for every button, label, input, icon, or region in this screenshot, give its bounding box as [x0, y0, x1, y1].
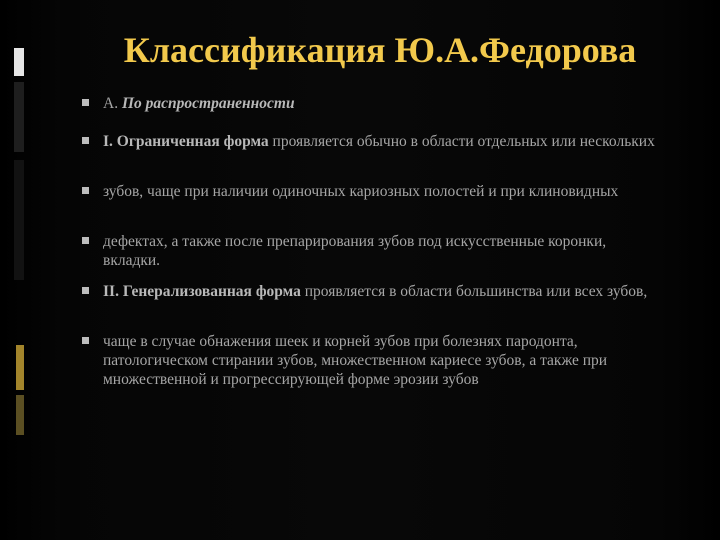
bullet-strong: I. Ограниченная форма [103, 133, 269, 150]
decor-bar-gray [14, 160, 24, 280]
bullet-emphasis: По распространенности [121, 95, 295, 112]
bullet-text [103, 332, 661, 389]
bullet-body: чаще в случае обнажения шеек и корней зубов при болезнях пародонта, патологическом стирании зубов, множественном кариесе зубов, а также при множественной и прогрессирующей форме эрозии зубов [103, 333, 608, 388]
bullet-text [103, 132, 661, 151]
square-bullet-icon [82, 237, 89, 244]
bullet-body: зубов, чаще при наличии одиночных кариозных полостей и при клиновидных [103, 183, 619, 200]
decor-bar-olive [16, 395, 24, 435]
decorative-side-bars [0, 0, 30, 540]
decor-bar-white [14, 48, 24, 76]
square-bullet-icon [82, 287, 89, 294]
bullet-body: проявляется обычно в области отдельных или нескольких [268, 133, 655, 150]
square-bullet-icon [82, 137, 89, 144]
bullet-body: проявляется в области большинства или всех зубов, [300, 283, 648, 300]
slide-title: Классификация Ю.А.Федорова [123, 30, 637, 70]
square-bullet-icon [82, 99, 89, 106]
bullet-text [103, 94, 661, 113]
bullet-text [103, 282, 661, 301]
decor-bar-dark [14, 82, 24, 152]
bullet-strong: II. Генерализованная форма [103, 283, 301, 300]
bullet-text [103, 232, 661, 270]
bullet-text [103, 182, 661, 201]
square-bullet-icon [82, 187, 89, 194]
decor-bar-gold [16, 345, 24, 390]
bullet-body: дефектах, а также после препарирования зубов под искусственные коронки, вкладки. [103, 233, 607, 269]
square-bullet-icon [82, 337, 89, 344]
bullet-prefix: А. [103, 95, 122, 112]
